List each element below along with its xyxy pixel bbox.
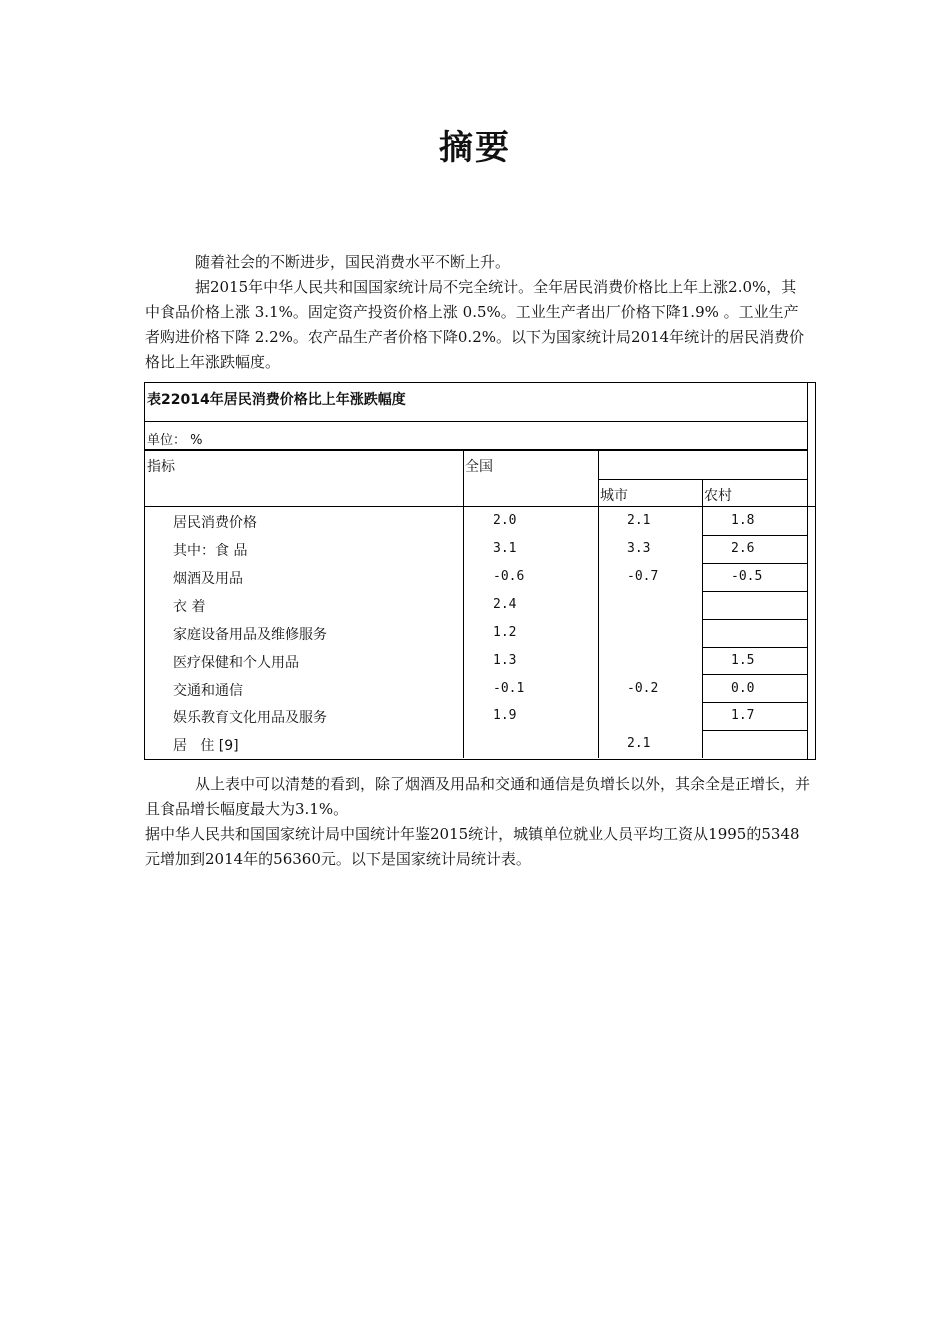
national-value: 2.4	[493, 597, 517, 612]
conclusion-paragraph: 从上表中可以清楚的看到，除了烟酒及用品和交通和通信是负增长以外，其余全是正增长，并且食品增长幅度最大为3.1%。	[145, 775, 811, 818]
row-label: 娱乐教育文化用品及服务	[173, 710, 327, 726]
page-title: 摘要	[439, 128, 511, 168]
table-rule	[807, 383, 808, 759]
table-rule	[702, 702, 807, 703]
header-rural: 农村	[704, 488, 732, 504]
table-rule	[145, 421, 807, 422]
national-value: 1.3	[493, 653, 517, 668]
row-label: 衣 着	[173, 599, 206, 615]
rural-value: 1.7	[731, 708, 755, 723]
table-rule	[702, 674, 807, 675]
rural-value: 1.8	[731, 513, 755, 528]
table-title: 表22014年居民消费价格比上年涨跌幅度	[147, 392, 406, 408]
table-rule	[463, 450, 464, 758]
table-rule	[145, 506, 815, 507]
national-value: 1.2	[493, 625, 517, 640]
table-rule	[702, 730, 807, 731]
urban-value: 3.3	[627, 541, 651, 556]
national-value: -0.6	[493, 569, 525, 584]
national-value: 1.9	[493, 708, 517, 723]
urban-value: 2.1	[627, 736, 651, 751]
rural-value: 2.6	[731, 541, 755, 556]
header-indicator: 指标	[147, 459, 175, 475]
row-label: 家庭设备用品及维修服务	[173, 627, 327, 643]
table-rule	[598, 450, 599, 758]
row-label: 交通和通信	[173, 683, 243, 699]
intro-paragraph: 随着社会的不断进步，国民消费水平不断上升。	[195, 253, 511, 271]
header-urban: 城市	[600, 488, 628, 504]
table-rule	[145, 449, 807, 451]
table-rule	[702, 647, 807, 648]
row-label: 其中：食 品	[173, 543, 248, 559]
price-table	[144, 382, 816, 760]
stats-paragraph: 据2015年中华人民共和国国家统计局不完全统计。全年居民消费价格比上年上涨2.0%，其中食品价格上涨 3.1%。固定资产投资价格上涨 0.5%。工业生产者出厂价格下降1.9% 。工业生产者购进价格下降 2.2%。农产品生产者价格下降0.2%。以下为国家统计局2014年统计的居民消费价格比上年涨跌幅度。	[145, 278, 805, 371]
table-rule	[702, 535, 807, 536]
rural-value: 1.5	[731, 653, 755, 668]
national-value: -0.1	[493, 681, 525, 696]
national-value: 2.0	[493, 513, 517, 528]
urban-value: -0.7	[627, 569, 659, 584]
row-label: 烟酒及用品	[173, 571, 243, 587]
header-national: 全国	[465, 459, 493, 475]
wages-paragraph: 据中华人民共和国国家统计局中国统计年鉴2015统计，城镇单位就业人员平均工资从1995的5348元增加到2014年的56360元。以下是国家统计局统计表。	[145, 825, 800, 868]
rural-value: -0.5	[731, 569, 763, 584]
row-label: 居民消费价格	[173, 515, 257, 531]
table-rule	[702, 563, 807, 564]
row-label: 医疗保健和个人用品	[173, 655, 299, 671]
urban-value: -0.2	[627, 681, 659, 696]
rural-value: 0.0	[731, 681, 755, 696]
table-rule	[702, 619, 807, 620]
table-unit: 单位： %	[147, 433, 203, 448]
table-rule	[702, 591, 807, 592]
row-label: 居 住 [9]	[173, 738, 239, 754]
national-value: 3.1	[493, 541, 517, 556]
urban-value: 2.1	[627, 513, 651, 528]
